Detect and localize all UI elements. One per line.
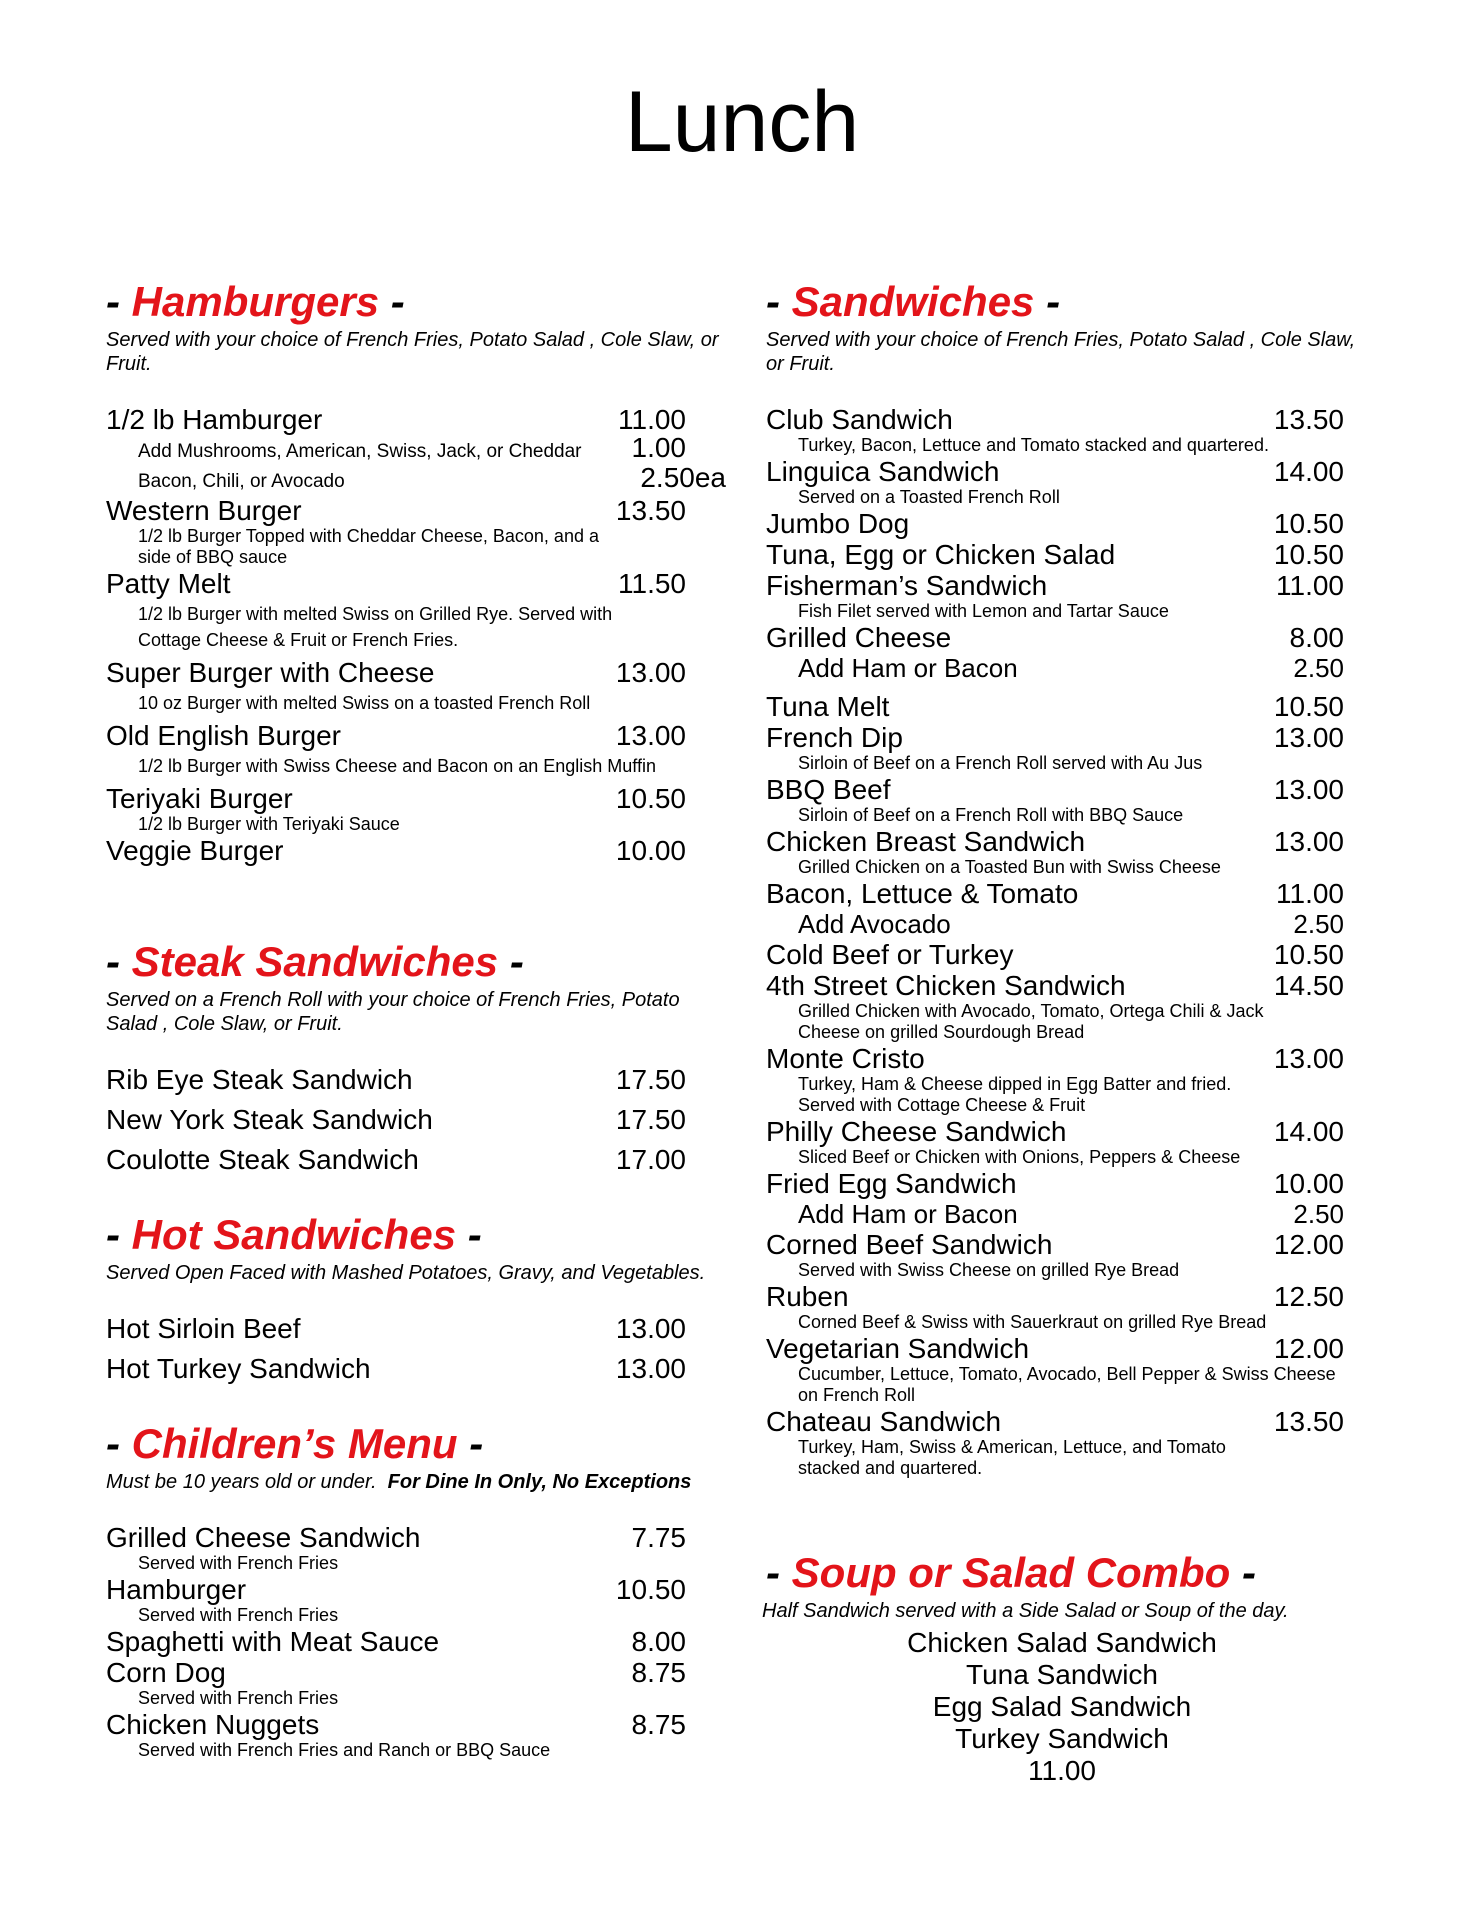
item-price: 10.50 <box>1273 939 1344 970</box>
menu-item <box>766 826 1366 857</box>
item-name: Spaghetti with Meat Sauce <box>106 1626 440 1657</box>
menu-item <box>106 835 726 866</box>
item-name: Fisherman’s Sandwich <box>766 570 1048 601</box>
spacer <box>766 683 1366 691</box>
item-name: Rib Eye Steak Sandwich <box>106 1064 413 1095</box>
item-price: 17.50 <box>615 1104 686 1135</box>
item-price: 2.50 <box>1293 1199 1344 1229</box>
combo-item: Chicken Salad Sandwich <box>907 1627 1217 1658</box>
item-note: Sirloin of Beef on a French Roll with BBQ Sauce <box>798 805 1184 825</box>
menu-item <box>766 939 1366 970</box>
item-price: 17.00 <box>615 1144 686 1175</box>
section-title: Steak Sandwiches <box>131 938 499 985</box>
section-heading: - Sandwiches - <box>766 278 1061 325</box>
item-note: Sirloin of Beef on a French Roll served with Au Jus <box>798 753 1203 773</box>
item-price: 10.50 <box>1273 539 1344 570</box>
item-price: 17.50 <box>615 1064 686 1095</box>
item-name: Teriyaki Burger <box>106 783 293 814</box>
description-text: Must be 10 years old or under. <box>106 1471 377 1493</box>
section-heading: - Steak Sandwiches - <box>106 938 524 985</box>
menu-item <box>766 570 1366 601</box>
menu-items <box>766 404 1366 1479</box>
item-note: Fish Filet served with Lemon and Tartar Sauce <box>798 601 1169 621</box>
menu-item <box>766 1043 1366 1074</box>
item-name: Bacon, Lettuce & Tomato <box>766 878 1079 909</box>
item-name: Super Burger with Cheese <box>106 657 435 688</box>
item-name: Fried Egg Sandwich <box>766 1168 1017 1199</box>
menu-item-addon <box>766 1199 1366 1229</box>
item-price: 10.50 <box>615 783 686 814</box>
menu-item <box>106 1144 726 1175</box>
menu-item <box>766 1281 1366 1312</box>
menu-item-addon <box>106 462 726 495</box>
menu-item <box>766 722 1366 753</box>
item-price: 14.00 <box>1273 1116 1344 1147</box>
menu-item-addon <box>106 432 726 465</box>
item-name: Western Burger <box>106 495 302 526</box>
item-price: 12.50 <box>1273 1281 1344 1312</box>
menu-item <box>106 1104 726 1135</box>
menu-item <box>766 539 1366 570</box>
section-description: Served with your choice of French Fries, Potato Salad , Cole Slaw, or Fruit. <box>106 329 719 375</box>
item-name: Grilled Cheese Sandwich <box>106 1522 421 1553</box>
item-note: Turkey, Bacon, Lettuce and Tomato stacked and quartered. <box>798 435 1269 455</box>
steak-sandwiches-section <box>106 938 726 1175</box>
item-price: 2.50ea <box>640 462 726 493</box>
menu-item <box>106 1657 726 1688</box>
item-note: Served with French Fries and Ranch or BBQ Sauce <box>138 1740 551 1760</box>
menu-item <box>766 1116 1366 1147</box>
item-name: Coulotte Steak Sandwich <box>106 1144 419 1175</box>
section-description <box>106 1470 726 1494</box>
item-price: 12.00 <box>1273 1229 1344 1260</box>
item-name: New York Steak Sandwich <box>106 1104 433 1135</box>
item-price: 11.50 <box>618 568 686 599</box>
item-name: Chateau Sandwich <box>766 1406 1002 1437</box>
menu-items <box>106 1313 726 1384</box>
section-heading: - Children’s Menu - <box>106 1420 484 1467</box>
section-title: Sandwiches <box>791 278 1035 325</box>
hot-sandwiches-section <box>106 1211 726 1384</box>
menu-item <box>106 1353 726 1384</box>
section-heading: - Hot Sandwiches - <box>106 1211 482 1258</box>
item-name: Philly Cheese Sandwich <box>766 1116 1067 1147</box>
section-title: Hamburgers <box>131 278 380 325</box>
left-column <box>106 278 726 1761</box>
menu-item <box>106 783 726 814</box>
item-price: 10.00 <box>615 835 686 866</box>
menu-item <box>106 1522 726 1553</box>
menu-item <box>766 404 1366 435</box>
menu-item <box>766 622 1366 653</box>
item-name: Ruben <box>766 1281 849 1312</box>
item-name: Cold Beef or Turkey <box>766 939 1014 970</box>
item-price: 13.00 <box>615 657 686 688</box>
item-name: Veggie Burger <box>106 835 284 866</box>
item-note: 10 oz Burger with melted Swiss on a toasted French Roll <box>138 693 591 713</box>
section-heading: - Hamburgers - <box>106 278 405 325</box>
item-price: 10.50 <box>1273 508 1344 539</box>
item-name: Bacon, Chili, or Avocado <box>138 471 345 492</box>
combo-item: Tuna Sandwich <box>966 1659 1158 1690</box>
item-note: Cucumber, Lettuce, Tomato, Avocado, Bell Pepper & Swiss Cheese on French Roll <box>798 1364 1336 1405</box>
menu-item <box>766 1333 1366 1364</box>
item-name: Patty Melt <box>106 568 231 599</box>
item-price: 2.50 <box>1293 653 1344 683</box>
menu-items <box>106 404 726 866</box>
item-name: Corn Dog <box>106 1657 226 1688</box>
item-note: 1/2 lb Burger with Swiss Cheese and Bacon on an English Muffin <box>138 756 656 776</box>
item-name: Add Mushrooms, American, Swiss, Jack, or Cheddar <box>138 441 582 462</box>
right-column <box>762 278 1366 1787</box>
item-price: 13.00 <box>1273 774 1344 805</box>
item-price: 13.00 <box>615 720 686 751</box>
item-name: Tuna, Egg or Chicken Salad <box>766 539 1116 570</box>
item-price: 13.50 <box>1273 1406 1344 1437</box>
item-name: Monte Cristo <box>766 1043 925 1074</box>
item-name: Hot Sirloin Beef <box>106 1313 301 1344</box>
item-note: Grilled Chicken with Avocado, Tomato, Ortega Chili & Jack Cheese on grilled Sourdough Bread <box>798 1001 1264 1042</box>
item-price: 8.00 <box>1289 622 1344 653</box>
item-note: 1/2 lb Burger with melted Swiss on Grilled Rye. Served with Cottage Cheese & Fruit or French Fries. <box>138 604 613 650</box>
item-name: Hamburger <box>106 1574 247 1605</box>
item-price: 10.00 <box>1273 1168 1344 1199</box>
item-name: Add Avocado <box>798 909 951 939</box>
combo-price: 11.00 <box>1028 1755 1096 1786</box>
section-description: Half Sandwich served with a Side Salad or Soup of the day. <box>762 1600 1289 1622</box>
item-note: 1/2 lb Burger with Teriyaki Sauce <box>138 814 400 834</box>
page-title: Lunch <box>624 74 860 170</box>
menu-item <box>766 1229 1366 1260</box>
item-name: Chicken Nuggets <box>106 1709 320 1740</box>
item-name: BBQ Beef <box>766 774 891 805</box>
section-heading: - Soup or Salad Combo - <box>766 1549 1256 1596</box>
item-note: Served with Swiss Cheese on grilled Rye Bread <box>798 1260 1180 1280</box>
section-description: Served with your choice of French Fries, Potato Salad , Cole Slaw, or Fruit. <box>766 329 1356 375</box>
menu-item <box>766 456 1366 487</box>
section-description: Served on a French Roll with your choice of French Fries, Potato Salad , Cole Slaw, or Fruit. <box>106 989 680 1035</box>
item-price: 11.00 <box>1276 878 1344 909</box>
item-name: Linguica Sandwich <box>766 456 1000 487</box>
item-name: 1/2 lb Hamburger <box>106 404 323 435</box>
menu-item <box>106 720 726 751</box>
item-price: 12.00 <box>1273 1333 1344 1364</box>
item-name: Add Ham or Bacon <box>798 1199 1018 1229</box>
menu-item <box>106 1574 726 1605</box>
item-price: 13.00 <box>1273 722 1344 753</box>
item-note: Sliced Beef or Chicken with Onions, Peppers & Cheese <box>798 1147 1241 1167</box>
item-name: 4th Street Chicken Sandwich <box>766 970 1126 1001</box>
menu-item <box>766 970 1366 1001</box>
menu-item <box>106 657 726 688</box>
section-title: Children’s Menu <box>131 1420 458 1467</box>
item-name: Add Ham or Bacon <box>798 653 1018 683</box>
item-name: Club Sandwich <box>766 404 953 435</box>
item-name: Tuna Melt <box>766 691 890 722</box>
menu-items <box>106 1064 726 1175</box>
item-note: Served with French Fries <box>138 1688 339 1708</box>
item-name: Jumbo Dog <box>766 508 910 539</box>
menu-item <box>766 1406 1366 1437</box>
childrens-menu-section <box>106 1420 726 1761</box>
menu-items <box>106 1522 726 1761</box>
item-price: 14.00 <box>1273 456 1344 487</box>
menu-item <box>106 1709 726 1740</box>
item-price: 13.00 <box>1273 826 1344 857</box>
soup-salad-combo-section <box>762 1549 1366 1787</box>
menu-item <box>766 1168 1366 1199</box>
item-note: 1/2 lb Burger Topped with Cheddar Cheese, Bacon, and a side of BBQ sauce <box>138 526 599 567</box>
item-name: Chicken Breast Sandwich <box>766 826 1086 857</box>
item-note: Corned Beef & Swiss with Sauerkraut on grilled Rye Bread <box>798 1312 1267 1332</box>
menu-item <box>106 495 726 526</box>
section-title: Soup or Salad Combo <box>791 1549 1231 1596</box>
item-name: Old English Burger <box>106 720 342 751</box>
menu-item <box>106 1313 726 1344</box>
menu-item-addon <box>766 909 1366 939</box>
item-name: French Dip <box>766 722 903 753</box>
item-price: 1.00 <box>631 432 686 463</box>
menu-item <box>106 1626 726 1657</box>
item-price: 8.00 <box>631 1626 686 1657</box>
item-note: Served with French Fries <box>138 1605 339 1625</box>
item-price: 13.50 <box>1273 404 1344 435</box>
item-price: 8.75 <box>631 1709 686 1740</box>
item-price: 10.50 <box>615 1574 686 1605</box>
item-note: Turkey, Ham, Swiss & American, Lettuce, and Tomato stacked and quartered. <box>798 1437 1226 1478</box>
menu-item-addon <box>766 653 1366 683</box>
menu-item <box>766 691 1366 722</box>
sandwiches-section <box>766 278 1366 1479</box>
item-price: 2.50 <box>1293 909 1344 939</box>
combo-list <box>762 1627 1362 1787</box>
description-bold-text: For Dine In Only, No Exceptions <box>387 1471 692 1493</box>
item-price: 7.75 <box>631 1522 686 1553</box>
item-name: Grilled Cheese <box>766 622 952 653</box>
item-price: 13.00 <box>1273 1043 1344 1074</box>
item-price: 8.75 <box>631 1657 686 1688</box>
item-price: 11.00 <box>618 404 686 435</box>
item-name: Hot Turkey Sandwich <box>106 1353 371 1384</box>
item-price: 11.00 <box>1276 570 1344 601</box>
section-description: Served Open Faced with Mashed Potatoes, Gravy, and Vegetables. <box>106 1262 706 1284</box>
item-price: 10.50 <box>1273 691 1344 722</box>
section-title: Hot Sandwiches <box>131 1211 457 1258</box>
item-note: Served with French Fries <box>138 1553 339 1573</box>
item-price: 14.50 <box>1273 970 1344 1001</box>
menu-item <box>106 404 726 435</box>
item-price: 13.00 <box>615 1313 686 1344</box>
menu-item <box>766 878 1366 909</box>
combo-item: Egg Salad Sandwich <box>932 1691 1192 1722</box>
menu-item <box>106 1064 726 1095</box>
item-note: Served on a Toasted French Roll <box>798 487 1060 507</box>
menu-item <box>766 774 1366 805</box>
item-name: Corned Beef Sandwich <box>766 1229 1053 1260</box>
item-note: Turkey, Ham & Cheese dipped in Egg Batter and fried. Served with Cottage Cheese & Fruit <box>798 1074 1232 1115</box>
item-name: Vegetarian Sandwich <box>766 1333 1030 1364</box>
item-note: Grilled Chicken on a Toasted Bun with Swiss Cheese <box>798 857 1221 877</box>
item-price: 13.00 <box>615 1353 686 1384</box>
menu-item <box>766 508 1366 539</box>
menu-item <box>106 568 726 599</box>
combo-item: Turkey Sandwich <box>955 1723 1169 1754</box>
hamburgers-section <box>106 278 726 866</box>
item-price: 13.50 <box>615 495 686 526</box>
